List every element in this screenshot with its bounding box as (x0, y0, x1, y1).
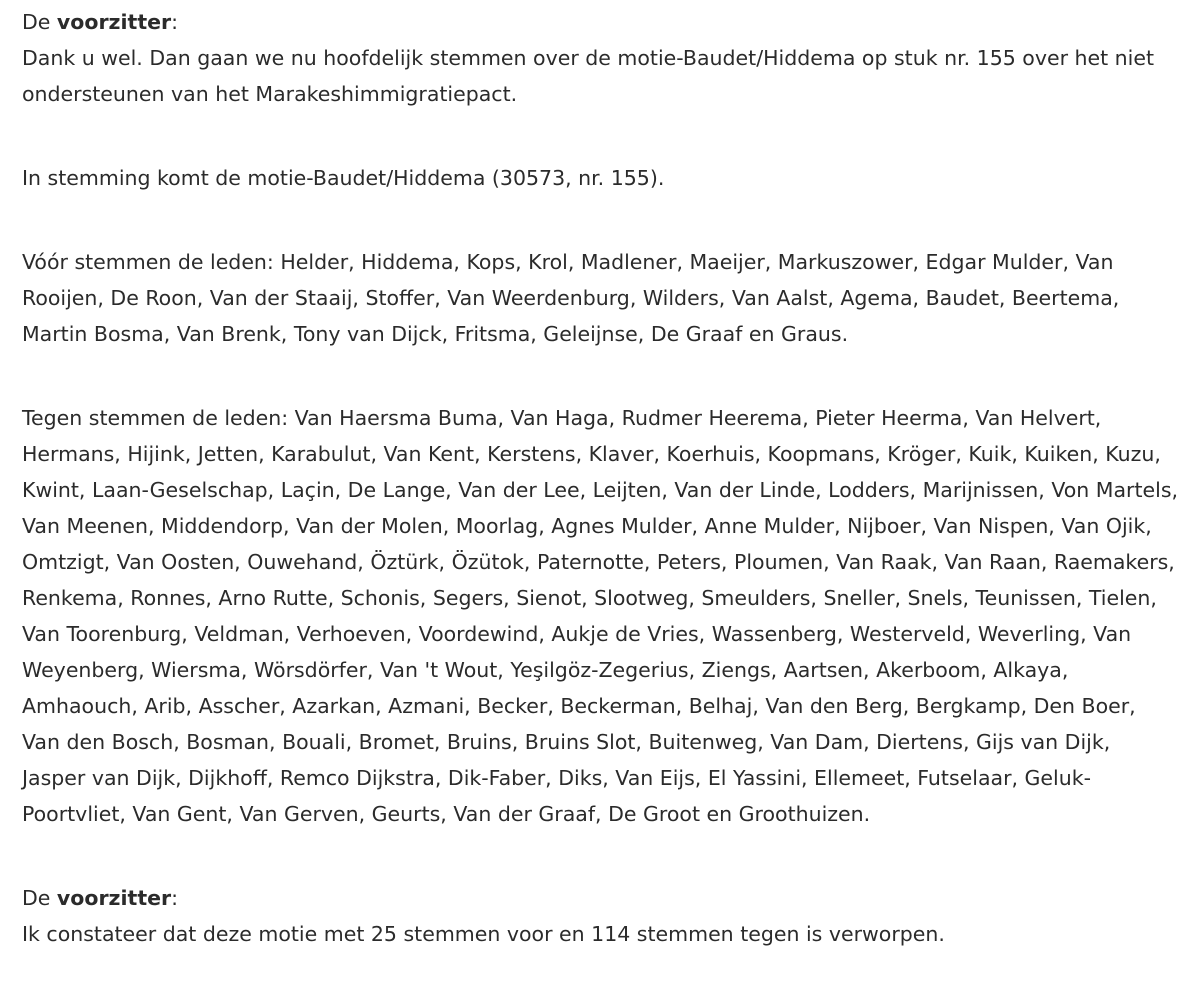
speaker-suffix: : (171, 10, 179, 34)
speaker-statement: Dank u wel. Dan gaan we nu hoofdelijk stemmen over de motie-Baudet/Hiddema op stuk nr. 155 over het niet ondersteunen van het Marakeshimmigratiepact. (22, 46, 1155, 106)
votes-for-list: Vóór stemmen de leden: Helder, Hiddema, Kops, Krol, Madlener, Maeijer, Markuszower, Edgar Mulder, Van Rooijen, De Roon, Van der Staaij, Stoffer, Van Weerdenburg, Wilders, Van Aalst, Agema, Baudet, Beertema, Martin Bosma, Van Brenk, Tony van Dijck, Fritsma, Geleijnse, De Graaf en Graus. (22, 250, 1120, 346)
speaker-prefix: De (22, 10, 57, 34)
votes-against-list: Tegen stemmen de leden: Van Haersma Buma, Van Haga, Rudmer Heerema, Pieter Heerma, Van Helvert, Hermans, Hijink, Jetten, Karabulut, Van Kent, Kerstens, Klaver, Koerhuis, Koopmans, Kröger, Kuik, Kuiken, Kuzu, Kwint, Laan-Geselschap, Laçin, De Lange, Van der Lee, Leijten, Van der Linde, Lodders, Marijnissen, Von Martels, Van Meenen, Middendorp, Van der Molen, Moorlag, Agnes Mulder, Anne Mulder, Nijboer, Van Nispen, Van Ojik, Omtzigt, Van Oosten, Ouwehand, Öztürk, Özütok, Paternotte, Peters, Ploumen, Van Raak, Van Raan, Raemakers, Renkema, Ronnes, Arno Rutte, Schonis, Segers, Sienot, Slootweg, Smeulders, Sneller, Snels, Teunissen, Tielen, Van Toorenburg, Veldman, Verhoeven, Voordewind, Aukje de Vries, Wassenberg, Westerveld, Weverling, Van Weyenberg, Wiersma, Wörsdörfer, Van 't Wout, Yeşilgöz-Zegerius, Ziengs, Aartsen, Akerboom, Alkaya, Amhaouch, Arib, Asscher, Azarkan, Azmani, Becker, Beckerman, Belhaj, Van den Berg, Bergkamp, Den Boer, Van den Bosch, Bosman, Bouali, Bromet, Bruins, Bruins Slot, Buitenweg, Van Dam, Diertens, Gijs van Dijk, Jasper van Dijk, Dijkhoff, Remco Dijkstra, Dik-Faber, Diks, Van Eijs, El Yassini, Ellemeet, Futselaar, Geluk-Poortvliet, Van Gent, Van Gerven, Geurts, Van der Graaf, De Groot en Groothuizen. (22, 406, 1179, 826)
speaker-name: voorzitter (56, 886, 172, 910)
vote-subject: In stemming komt de motie-Baudet/Hiddema (30573, nr. 155). (22, 166, 665, 190)
speaker-suffix: : (171, 886, 179, 910)
transcript-document (22, 4, 1180, 952)
speaker-name: voorzitter (56, 10, 172, 34)
vote-result-statement: Ik constateer dat deze motie met 25 stemmen voor en 114 stemmen tegen is verworpen. (22, 922, 945, 946)
speaker-label (22, 4, 1180, 40)
speaker-block-2 (22, 880, 1180, 952)
speaker-block-1 (22, 4, 1180, 112)
speaker-prefix: De (22, 886, 57, 910)
speaker-label (22, 880, 1180, 916)
